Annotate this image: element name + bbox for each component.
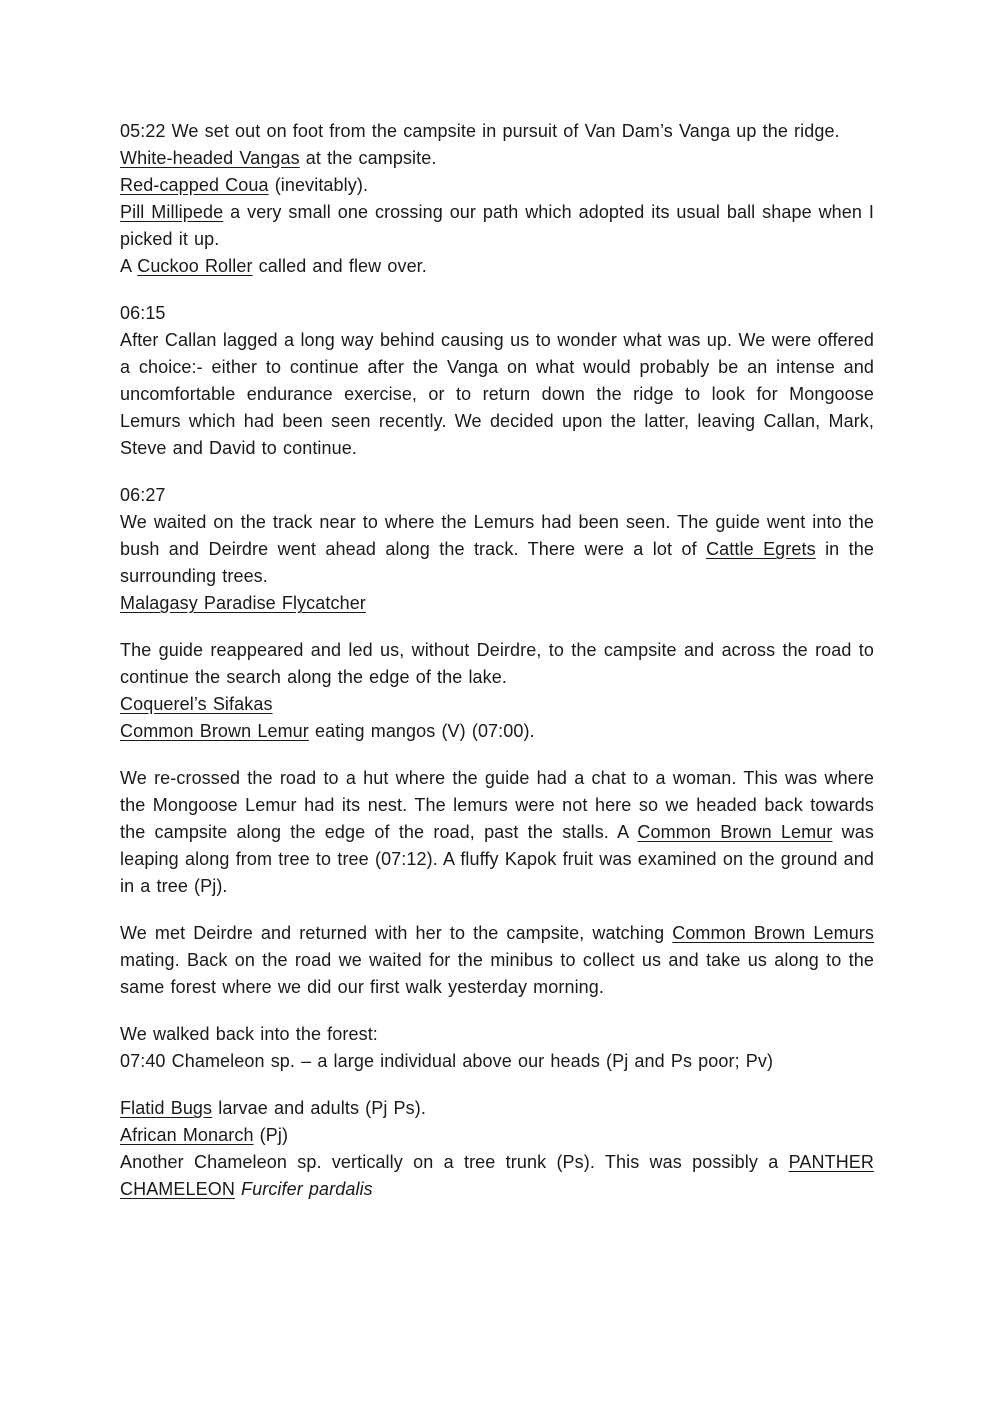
underlined-term: Flatid Bugs <box>120 1098 213 1118</box>
paragraph <box>120 765 874 900</box>
underlined-term: Common Brown Lemurs <box>672 923 874 943</box>
text-run: Another Chameleon sp. vertically on a tree trunk (Ps). This was possibly a <box>120 1152 789 1172</box>
text-run: in the surrounding trees. <box>120 539 874 586</box>
underlined-term: Cattle Egrets <box>706 539 816 559</box>
document-content <box>120 118 874 1203</box>
text-run: eating mangos (V) (07:00). <box>308 721 535 741</box>
text-run: 07:40 Chameleon sp. – a large individual above our heads (Pj and Ps poor; Pv) <box>120 1051 774 1071</box>
paragraph <box>120 253 874 280</box>
paragraph <box>120 199 874 253</box>
text-run: larvae and adults (Pj Ps). <box>212 1098 426 1118</box>
paragraph <box>120 327 874 462</box>
text-run: a very small one crossing our path which adopted its usual ball shape when I picked it up. <box>120 202 874 249</box>
paragraph <box>120 172 874 199</box>
text-run: We walked back into the forest: <box>120 1024 378 1044</box>
text-run: We met Deirdre and returned with her to the campsite, watching <box>120 923 673 943</box>
paragraph <box>120 718 874 745</box>
underlined-term: African Monarch <box>120 1125 254 1145</box>
underlined-term: Red-capped Coua <box>120 175 269 195</box>
paragraph <box>120 1021 874 1048</box>
underlined-term: Common Brown Lemur <box>637 822 833 842</box>
paragraph <box>120 637 874 691</box>
text-run: We re-crossed the road to a hut where the guide had a chat to a woman. This was where the Mongoose Lemur had its nest. The lemurs were not here so we headed back towards the campsite along the edge of the road, past the stalls. A <box>120 768 874 842</box>
paragraph <box>120 590 874 617</box>
paragraph <box>120 1095 874 1122</box>
underlined-term: Malagasy Paradise Flycatcher <box>120 593 366 613</box>
text-run: 05:22 We set out on foot from the campsite in pursuit of Van Dam’s Vanga up the ridge. <box>120 121 840 141</box>
text-run: After Callan lagged a long way behind causing us to wonder what was up. We were offered a choice:- either to continue after the Vanga on what would probably be an intense and uncomfortable endurance exercise, or to return down the ridge to look for Mongoose Lemurs which had been seen recently. We decided upon the latter, leaving Callan, Mark, Steve and David to continue. <box>120 330 874 458</box>
paragraph <box>120 145 874 172</box>
text-run: at the campsite. <box>299 148 437 168</box>
text-run: The guide reappeared and led us, without Deirdre, to the campsite and across the road to continue the search along the edge of the lake. <box>120 640 874 687</box>
text-run: mating. Back on the road we waited for the minibus to collect us and take us along to the same forest where we did our first walk yesterday morning. <box>120 950 874 997</box>
underlined-term: PANTHER CHAMELEON <box>120 1152 874 1199</box>
underlined-term: Pill Millipede <box>120 202 224 222</box>
paragraph <box>120 920 874 1001</box>
text-run: We waited on the track near to where the Lemurs had been seen. The guide went into the bush and Deirdre went ahead along the track. There were a lot of <box>120 512 874 559</box>
text-run: 06:15 <box>120 303 166 323</box>
paragraph <box>120 482 874 509</box>
underlined-term: Common Brown Lemur <box>120 721 309 741</box>
paragraph <box>120 1122 874 1149</box>
text-run: (Pj) <box>253 1125 289 1145</box>
paragraph <box>120 118 874 145</box>
paragraph <box>120 1048 874 1075</box>
text-run: A <box>120 256 138 276</box>
underlined-term: Cuckoo Roller <box>137 256 253 276</box>
text-run: (inevitably). <box>268 175 369 195</box>
underlined-term: White-headed Vangas <box>120 148 300 168</box>
text-run: called and flew over. <box>252 256 427 276</box>
text-run: 06:27 <box>120 485 166 505</box>
text-run: was leaping along from tree to tree (07:12). A fluffy Kapok fruit was examined on the ground and in a tree (Pj). <box>120 822 874 896</box>
paragraph <box>120 300 874 327</box>
underlined-term: Coquerel’s Sifakas <box>120 694 273 714</box>
paragraph <box>120 509 874 590</box>
paragraph <box>120 1149 874 1203</box>
paragraph <box>120 691 874 718</box>
scientific-name-italic: Furcifer pardalis <box>241 1179 373 1199</box>
